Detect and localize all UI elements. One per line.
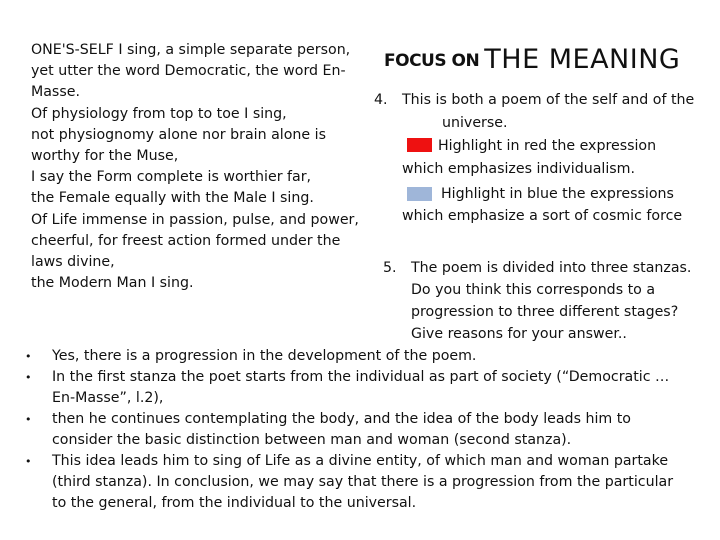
bullet: • bbox=[25, 413, 32, 426]
poem-line: not physiognomy alone nor brain alone is bbox=[31, 126, 326, 143]
answer-line: then he continues contemplating the body, and the idea of the body leads him to bbox=[52, 411, 631, 427]
question-line: universe. bbox=[442, 115, 508, 131]
bullet: • bbox=[25, 350, 32, 363]
answer-line: In the first stanza the poet starts from the individual as part of society (“Democratic … bbox=[52, 369, 670, 385]
question-5 bbox=[383, 257, 692, 345]
question-number: 4. bbox=[374, 92, 388, 108]
bullet: • bbox=[25, 455, 32, 468]
answer-item bbox=[25, 409, 705, 451]
question-line: The poem is divided into three stanzas. bbox=[411, 260, 692, 276]
red-highlight-swatch bbox=[407, 138, 432, 152]
question-line: Do you think this corresponds to a bbox=[411, 282, 656, 298]
answer-line: This idea leads him to sing of Life as a divine entity, of which man and woman partake bbox=[52, 453, 669, 469]
blue-instruction-cont bbox=[402, 205, 682, 228]
poem-line: cheerful, for freest action formed under the bbox=[31, 232, 341, 249]
blue-instruction bbox=[441, 183, 674, 206]
question-line: This is both a poem of the self and of the bbox=[402, 92, 695, 108]
answer-line: Yes, there is a progression in the development of the poem. bbox=[52, 348, 477, 364]
poem-line: yet utter the word Democratic, the word En- bbox=[31, 63, 346, 80]
question-4 bbox=[374, 89, 695, 135]
answer-line: to the general, from the individual to the universal. bbox=[52, 495, 417, 511]
poem-line: the Modern Man I sing. bbox=[31, 275, 194, 292]
poem-line: Of Life immense in passion, pulse, and power, bbox=[31, 211, 359, 228]
bullet: • bbox=[25, 371, 32, 384]
heading-main: THE MEANING bbox=[484, 44, 681, 75]
heading-prefix: FOCUS ON bbox=[384, 51, 480, 71]
answer-item bbox=[25, 367, 705, 409]
answer-line: consider the basic distinction between man and woman (second stanza). bbox=[52, 432, 572, 448]
question-number: 5. bbox=[383, 260, 397, 276]
poem-line: laws divine, bbox=[31, 254, 115, 271]
instruction-line: which emphasize a sort of cosmic force bbox=[402, 208, 683, 224]
answer-item bbox=[25, 451, 705, 514]
poem-line: Masse. bbox=[31, 84, 80, 101]
answer-line: (third stanza). In conclusion, we may say that there is a progression from the particular bbox=[52, 474, 674, 490]
red-instruction bbox=[438, 135, 656, 158]
poem-line: I say the Form complete is worthier far, bbox=[31, 169, 312, 186]
answer-list bbox=[25, 346, 705, 514]
instruction-line: Highlight in red the expression bbox=[438, 138, 657, 154]
instruction-line: which emphasizes individualism. bbox=[402, 161, 636, 177]
poem-line: the Female equally with the Male I sing. bbox=[31, 190, 314, 207]
poem-text bbox=[31, 40, 381, 294]
poem-line: Of physiology from top to toe I sing, bbox=[31, 105, 287, 122]
question-line: Give reasons for your answer.. bbox=[411, 326, 627, 342]
section-heading bbox=[384, 44, 680, 75]
instruction-line: Highlight in blue the expressions bbox=[441, 186, 674, 202]
poem-line: ONE'S-SELF I sing, a simple separate person, bbox=[31, 42, 351, 58]
question-line: progression to three different stages? bbox=[411, 304, 679, 320]
answer-line: En-Masse”, l.2), bbox=[52, 390, 164, 406]
blue-highlight-swatch bbox=[407, 187, 432, 201]
answer-item bbox=[25, 346, 705, 367]
poem-line: worthy for the Muse, bbox=[31, 148, 179, 165]
red-instruction-cont bbox=[402, 158, 635, 181]
